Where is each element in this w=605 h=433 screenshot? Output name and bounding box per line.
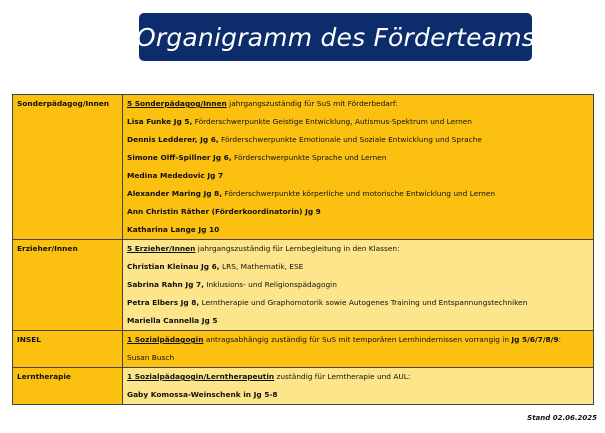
list-item: Christian Kleinau Jg 6, LRS, Mathematik, ESE	[127, 262, 304, 271]
list-item: Katharina Lange Jg 10	[127, 225, 220, 234]
table-row	[13, 95, 594, 240]
list-item: Gaby Komossa-Weinschenk in Jg 5-8	[127, 390, 278, 399]
date-stamp: Stand 02.06.2025	[527, 414, 597, 422]
row-heading: 1 Sozialpädagogin antragsabhängig zuständig für SuS mit temporären Lernhindernissen vorrangig in Jg 5/6/7/8/9:	[127, 335, 562, 344]
role-cell: INSEL	[13, 331, 123, 368]
list-item: Simone Olff-Spillner Jg 6, Förderschwerpunkte Sprache und Lernen	[127, 153, 387, 162]
org-table	[12, 94, 594, 405]
page-title: Organigramm des Förderteams	[135, 22, 536, 52]
row-heading: 5 Erzieher/Innen jahrgangszuständig für Lernbegleitung in den Klassen:	[127, 244, 400, 253]
table-row	[13, 368, 594, 405]
list-item: Dennis Ledderer, Jg 6, Förderschwerpunkte Emotionale und Soziale Entwicklung und Sprache	[127, 135, 482, 144]
detail-cell	[123, 331, 594, 368]
list-item: Alexander Maring Jg 8, Förderschwerpunkte körperliche und motorische Entwicklung und Lernen	[127, 189, 496, 198]
title-banner	[135, 13, 536, 61]
list-item: Mariella Cannella Jg 5	[127, 316, 218, 325]
list-item: Medina Mededovic Jg 7	[127, 171, 224, 180]
detail-cell	[123, 240, 594, 331]
role-cell: Lerntherapie	[13, 368, 123, 405]
list-item: Susan Busch	[127, 353, 175, 362]
row-heading: 5 Sonderpädagog/Innen jahrgangszuständig für SuS mit Förderbedarf:	[127, 99, 398, 108]
role-cell: Erzieher/Innen	[13, 240, 123, 331]
role-cell: Sonderpädagog/Innen	[13, 95, 123, 240]
detail-cell	[123, 368, 594, 405]
list-item: Lisa Funke Jg 5, Förderschwerpunkte Geistige Entwicklung, Autismus-Spektrum und Lernen	[127, 117, 472, 126]
list-item: Ann Christin Räther (Förderkoordinatorin) Jg 9	[127, 207, 321, 216]
list-item: Petra Elbers Jg 8, Lerntherapie und Graphomotorik sowie Autogenes Training und Entspannungstechniken	[127, 298, 528, 307]
row-heading: 1 Sozialpädagogin/Lerntherapeutin zuständig für Lerntherapie und AUL:	[127, 372, 411, 381]
table-row	[13, 240, 594, 331]
table-row	[13, 331, 594, 368]
list-item: Sabrina Rahn Jg 7, Inklusions- und Religionspädagogin	[127, 280, 337, 289]
detail-cell	[123, 95, 594, 240]
